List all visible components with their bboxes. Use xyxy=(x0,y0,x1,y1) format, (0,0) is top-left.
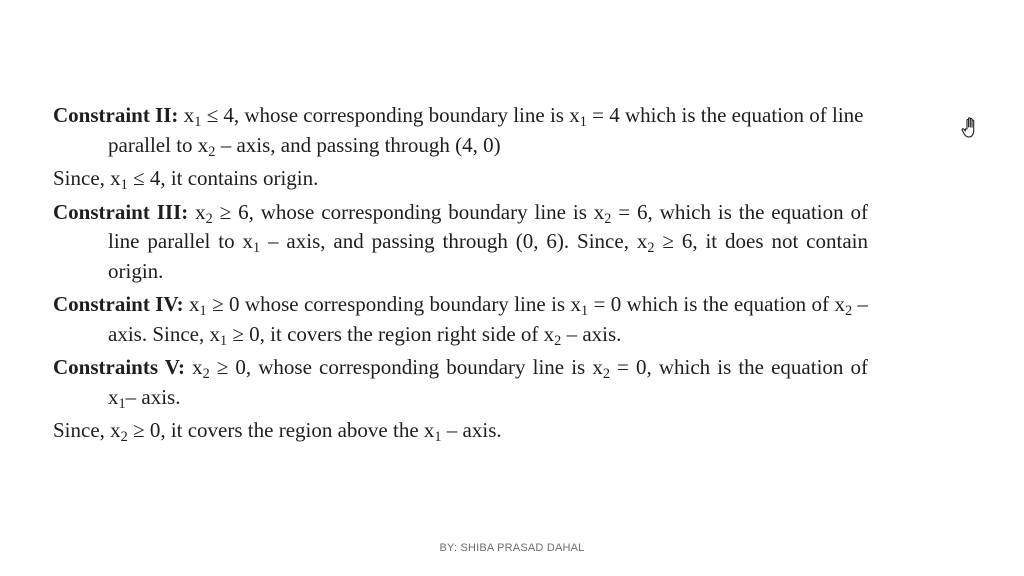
variable: x xyxy=(110,166,121,190)
text: ≥ 0 whose corresponding boundary line is xyxy=(206,292,571,316)
variable: x xyxy=(242,229,253,253)
subscript: 2 xyxy=(205,210,213,227)
text: ≥ 0, it covers the region right side of xyxy=(227,321,544,346)
subscript: 2 xyxy=(554,332,562,349)
variable: x xyxy=(593,199,605,224)
footer-credit: BY: SHIBA PRASAD DAHAL xyxy=(439,542,585,554)
text: = 0 which is the equation of xyxy=(588,292,835,316)
constraint-ii-origin-note xyxy=(53,164,868,194)
subscript: 1 xyxy=(120,176,128,193)
text: – axis. xyxy=(125,384,181,409)
text: = 6, which is the equation of line parallel to xyxy=(108,199,868,253)
constraint-ii-paragraph xyxy=(53,101,868,160)
variable: x xyxy=(834,292,845,316)
variable: x xyxy=(569,103,580,127)
text: – axis. xyxy=(441,418,502,442)
hand-pointer-icon xyxy=(960,116,982,140)
text: ≥ 6, it does not contain origin. xyxy=(108,229,868,283)
variable: x xyxy=(108,384,119,409)
variable: x xyxy=(543,321,555,346)
text: ≥ 0, it covers the region above the xyxy=(127,418,424,442)
constraint-iii-label: Constraint III: xyxy=(53,199,189,224)
subscript: 2 xyxy=(844,302,853,319)
text: – axis, and passing through (0, 6). Since, xyxy=(260,229,637,253)
variable: x xyxy=(183,103,195,127)
constraint-v-region-note xyxy=(53,416,868,446)
subscript: 2 xyxy=(602,365,610,382)
text: ≤ 4, it contains origin. xyxy=(127,166,319,190)
subscript: 1 xyxy=(194,113,202,130)
variable: x xyxy=(197,132,209,157)
text: ≥ 0, whose corresponding boundary line is xyxy=(209,355,593,379)
subscript: 2 xyxy=(202,365,210,382)
subscript: 1 xyxy=(252,239,261,256)
constraint-iv-paragraph xyxy=(53,290,868,349)
subscript: 2 xyxy=(647,239,655,256)
text: ≥ 6, whose corresponding boundary line is xyxy=(212,199,594,224)
slide-body xyxy=(53,101,868,450)
constraint-v-label: Constraints V: xyxy=(53,355,185,379)
variable: x xyxy=(423,418,435,442)
text: Since, xyxy=(53,418,111,442)
subscript: 2 xyxy=(208,143,216,160)
variable: x xyxy=(592,355,603,379)
constraint-ii-label: Constraint II: xyxy=(53,103,179,127)
variable: x xyxy=(192,355,203,379)
text: – axis. xyxy=(561,321,622,346)
variable: x xyxy=(110,418,121,442)
variable: x xyxy=(195,199,206,224)
subscript: 1 xyxy=(581,302,589,319)
text: = 4 which is the equation of line parallel to xyxy=(108,103,864,157)
variable: x xyxy=(189,292,200,316)
subscript: 1 xyxy=(434,428,442,445)
text: – axis. Since, xyxy=(108,292,868,346)
subscript: 1 xyxy=(579,113,587,130)
subscript: 1 xyxy=(219,332,228,349)
constraint-iii-paragraph xyxy=(53,198,868,287)
variable: x xyxy=(570,292,581,316)
variable: x xyxy=(636,229,648,253)
constraint-v-paragraph xyxy=(53,353,868,412)
text: Since, xyxy=(53,166,111,190)
subscript: 2 xyxy=(604,210,612,227)
text: = 0, which is the equation of xyxy=(609,355,868,379)
subscript: 1 xyxy=(199,302,207,319)
text: – axis, and passing through (4, 0) xyxy=(215,132,501,157)
subscript: 2 xyxy=(120,428,128,445)
subscript: 1 xyxy=(118,395,126,412)
text: ≤ 4, whose corresponding boundary line is xyxy=(201,103,570,127)
variable: x xyxy=(209,321,220,346)
constraint-iv-label: Constraint IV: xyxy=(53,292,184,316)
